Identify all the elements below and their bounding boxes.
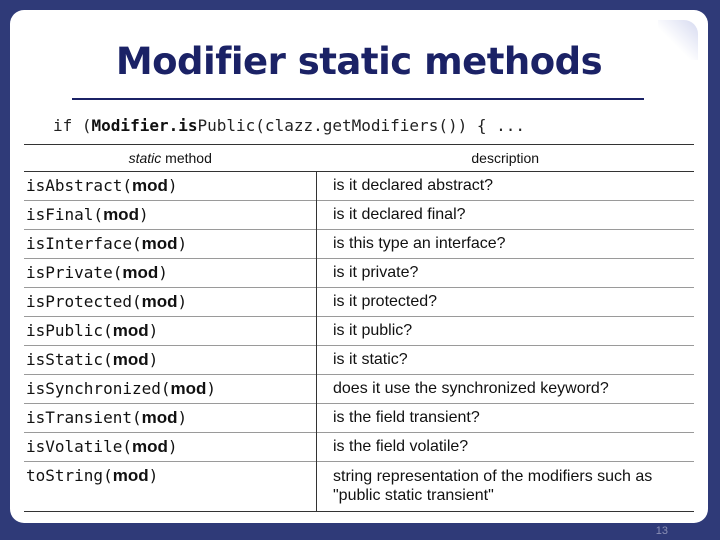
method-cell xyxy=(24,201,317,230)
code-bold: Modifier.is xyxy=(91,116,198,135)
table-row xyxy=(24,346,694,375)
method-arg: mod xyxy=(112,466,149,485)
modifier-methods-table xyxy=(24,144,694,512)
method-name: isAbstract( xyxy=(26,176,132,195)
method-name: toString( xyxy=(26,466,113,485)
code-example xyxy=(53,116,525,135)
method-close: ) xyxy=(138,205,149,224)
method-arg: mod xyxy=(112,350,149,369)
method-name: isPrivate( xyxy=(26,263,123,282)
method-name: isTransient( xyxy=(26,408,142,427)
method-name: isProtected( xyxy=(26,292,142,311)
table-row xyxy=(24,433,694,462)
method-cell xyxy=(24,404,317,433)
method-cell xyxy=(24,346,317,375)
description-cell: is it declared final? xyxy=(317,201,695,230)
method-cell xyxy=(24,288,317,317)
description-cell: does it use the synchronized keyword? xyxy=(317,375,695,404)
method-arg: mod xyxy=(170,379,207,398)
method-close: ) xyxy=(177,292,188,311)
method-arg: mod xyxy=(141,408,178,427)
table-row xyxy=(24,317,694,346)
method-arg: mod xyxy=(122,263,159,282)
description-cell: is it public? xyxy=(317,317,695,346)
method-close: ) xyxy=(206,379,217,398)
method-close: ) xyxy=(148,350,159,369)
table-row xyxy=(24,172,694,201)
method-cell xyxy=(24,462,317,512)
method-arg: mod xyxy=(131,176,168,195)
method-close: ) xyxy=(177,408,188,427)
method-close: ) xyxy=(158,263,168,282)
header-method-rest: method xyxy=(161,150,212,166)
description-cell: string representation of the modifiers such as "public static transient" xyxy=(317,462,695,512)
header-description: description xyxy=(471,150,540,166)
table-header-row xyxy=(24,145,694,172)
method-arg: mod xyxy=(103,205,139,224)
method-close: ) xyxy=(148,321,159,340)
description-cell: is the field volatile? xyxy=(317,433,695,462)
method-name: isPublic( xyxy=(26,321,113,340)
description-cell: is it protected? xyxy=(317,288,695,317)
method-arg: mod xyxy=(131,437,168,456)
slide-title: Modifier static methods xyxy=(115,40,603,83)
method-close: ) xyxy=(148,466,159,485)
method-cell xyxy=(24,433,317,462)
table-row xyxy=(24,230,694,259)
method-cell xyxy=(24,259,317,288)
header-method-italic: static xyxy=(128,150,162,166)
method-cell xyxy=(24,317,317,346)
description-cell: is it private? xyxy=(317,259,695,288)
method-name: isInterface( xyxy=(26,234,142,253)
method-close: ) xyxy=(167,437,178,456)
method-cell xyxy=(24,375,317,404)
method-name: isSynchronized( xyxy=(26,379,171,398)
method-arg: mod xyxy=(141,234,178,253)
description-cell: is the field transient? xyxy=(317,404,695,433)
code-prefix: if ( xyxy=(53,116,92,135)
description-cell: is it static? xyxy=(317,346,695,375)
method-arg: mod xyxy=(141,292,178,311)
title-underline xyxy=(72,98,644,100)
code-rest: Public(clazz.getModifiers()) { ... xyxy=(197,116,526,135)
method-arg: mod xyxy=(112,321,149,340)
table-row xyxy=(24,201,694,230)
method-cell xyxy=(24,172,317,201)
table-row xyxy=(24,462,694,512)
header-method xyxy=(24,145,317,172)
table-row xyxy=(24,259,694,288)
description-cell: is it declared abstract? xyxy=(317,172,695,201)
method-cell xyxy=(24,230,317,259)
method-close: ) xyxy=(177,234,188,253)
page-number: 13 xyxy=(655,525,668,537)
description-cell: is this type an interface? xyxy=(317,230,695,259)
table-row xyxy=(24,375,694,404)
method-close: ) xyxy=(167,176,178,195)
method-name: isFinal( xyxy=(26,205,104,224)
method-name: isStatic( xyxy=(26,350,113,369)
table-row xyxy=(24,288,694,317)
method-name: isVolatile( xyxy=(26,437,132,456)
table-row xyxy=(24,404,694,433)
